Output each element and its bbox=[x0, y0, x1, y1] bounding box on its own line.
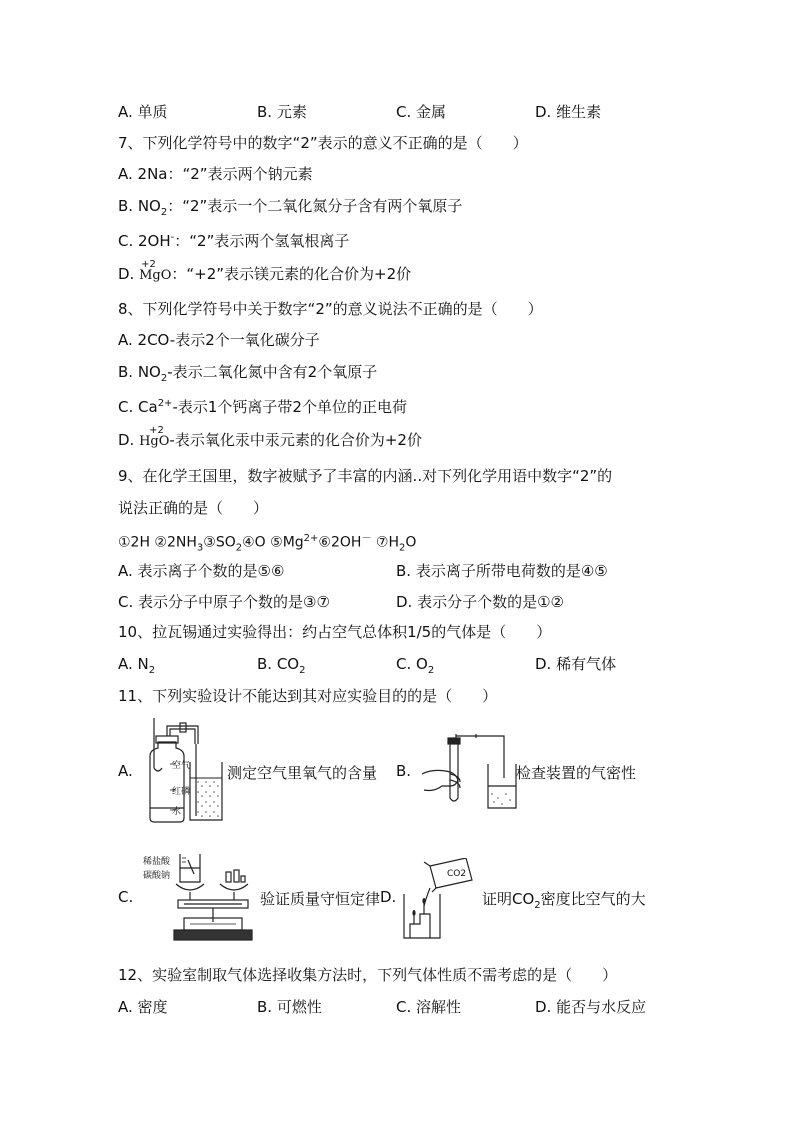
q8-d-formula: HgO bbox=[139, 434, 170, 449]
q6-option-c: C. 金属 bbox=[396, 103, 447, 121]
q8-d-suffix: -表示氧化汞中汞元素的化合价为+2价 bbox=[169, 431, 422, 449]
q7-b-suffix: ：“2”表示一个二氧化氮分子含有两个氧原子 bbox=[167, 197, 463, 215]
q7-option-a: A. 2Na：“2”表示两个钠元素 bbox=[118, 165, 313, 183]
q7-d-charge: +2 bbox=[141, 259, 156, 270]
q9-list-2: ③SO bbox=[203, 534, 236, 551]
q9-list-4: ⑥2OH bbox=[318, 534, 362, 551]
q10-option-d: D. 稀有气体 bbox=[535, 655, 617, 673]
q10-b-prefix: B. CO bbox=[257, 655, 300, 673]
q12-options bbox=[118, 996, 718, 1018]
q9-list-1: ①2H ②2NH bbox=[118, 534, 197, 551]
q10-a-sub: 2 bbox=[148, 665, 156, 676]
q11-b-letter: B. bbox=[396, 762, 412, 780]
q9-options-row2 bbox=[118, 591, 718, 613]
q11-d-text-suffix: 密度比空气的大 bbox=[540, 890, 646, 908]
q12-stem: 12、实验室制取气体选择收集方法时，下列气体性质不需考虑的是（ ） bbox=[118, 966, 618, 984]
q9-option-a: A. 表示离子个数的是⑤⑥ bbox=[118, 562, 285, 580]
q9-option-c: C. 表示分子中原子个数的是③⑦ bbox=[118, 593, 330, 611]
q9-list-5: ⑦H bbox=[371, 534, 399, 551]
q11-a-apparatus-figure bbox=[140, 716, 224, 828]
q11-d-fig-label-co2: CO2 bbox=[447, 869, 467, 879]
q12-option-d: D. 能否与水反应 bbox=[535, 998, 647, 1016]
q8-c-suffix: -表示1个钙离子带2个单位的正电荷 bbox=[172, 398, 407, 416]
q11-stem: 11、下列实验设计不能达到其对应实验目的的是（ ） bbox=[118, 687, 498, 705]
q12-option-a: A. 密度 bbox=[118, 998, 168, 1016]
q8-d-charge: +2 bbox=[149, 425, 164, 436]
q8-b-sub: 2 bbox=[160, 373, 168, 384]
q11-a-fig-label-air: 空气 bbox=[172, 761, 191, 771]
q9-option-b: B. 表示离子所带电荷数的是④⑤ bbox=[396, 562, 608, 580]
q9-list-3: ④O ⑤Mg bbox=[242, 534, 304, 551]
q8-option-c bbox=[118, 393, 407, 418]
q11-c-fig-label-acid: 稀盐酸 bbox=[143, 857, 171, 867]
q7-b-sub: 2 bbox=[160, 207, 168, 218]
q8-option-a: A. 2CO-表示2个一氧化碳分子 bbox=[118, 331, 320, 349]
q7-d-prefix: D. bbox=[118, 265, 140, 283]
q10-option-b bbox=[257, 653, 305, 682]
q12-option-b: B. 可燃性 bbox=[257, 998, 322, 1016]
q8-option-d bbox=[118, 425, 422, 453]
q7-c-sup: - bbox=[170, 232, 175, 243]
q10-options bbox=[118, 653, 718, 675]
q9-list-6: O bbox=[405, 534, 417, 551]
q10-c-sub: 2 bbox=[427, 665, 435, 676]
q11-d-letter: D. bbox=[380, 888, 397, 906]
q11-a-fig-label-phosphorus: 红磷 bbox=[172, 787, 191, 797]
q6-options bbox=[118, 101, 718, 123]
q8-d-prefix: D. bbox=[118, 431, 140, 449]
q7-option-d bbox=[118, 259, 412, 287]
q10-stem: 10、拉瓦锡通过实验得出：约占空气总体积1/5的气体是（ ） bbox=[118, 623, 552, 641]
q9-options-row1 bbox=[118, 560, 718, 582]
q7-d-formula: MgO bbox=[139, 268, 172, 283]
q9-list-3-sup: 2+ bbox=[303, 533, 319, 544]
q11-d-text bbox=[482, 888, 646, 911]
q11-a-text: 测定空气里氧气的含量 bbox=[227, 764, 378, 782]
q11-c-balance-figure bbox=[170, 852, 256, 944]
q8-stem: 8、下列化学符号中关于数字“2”的意义说法不正确的是（ ） bbox=[118, 300, 543, 318]
q10-b-sub: 2 bbox=[299, 665, 306, 676]
q7-d-suffix: ：“+2”表示镁元素的化合价为+2价 bbox=[171, 265, 412, 283]
q8-d-formula-wrap bbox=[139, 425, 170, 453]
q9-stem-line1: 9、在化学王国里，数字被赋予了丰富的内涵..对下列化学用语中数字“2”的 bbox=[118, 467, 613, 485]
q11-c-fig-label-sodium-carbonate: 碳酸钠 bbox=[143, 871, 171, 881]
q7-c-suffix: ：“2”表示两个氢氧根离子 bbox=[174, 232, 350, 250]
q7-c-prefix: C. 2OH bbox=[118, 232, 171, 250]
q8-b-suffix: -表示二氧化氮中含有2个氧原子 bbox=[167, 363, 378, 381]
q10-c-prefix: C. O bbox=[396, 655, 428, 673]
q7-option-c bbox=[118, 227, 349, 252]
q6-option-a: A. 单质 bbox=[118, 103, 168, 121]
q9-list-2-sub: 2 bbox=[235, 542, 243, 554]
q10-a-prefix: A. N bbox=[118, 655, 149, 673]
q11-b-text: 检查装置的气密性 bbox=[516, 764, 637, 782]
q9-list-4-sup: － bbox=[361, 533, 372, 544]
q8-c-sup: 2+ bbox=[157, 398, 173, 409]
q7-d-formula-wrap bbox=[139, 259, 172, 287]
q11-c-text: 验证质量守恒定律 bbox=[260, 890, 381, 908]
q11-d-text-sub: 2 bbox=[534, 900, 541, 911]
q7-b-prefix: B. NO bbox=[118, 197, 161, 215]
q8-b-prefix: B. NO bbox=[118, 363, 161, 381]
q11-c-letter: C. bbox=[118, 888, 134, 906]
q8-option-b bbox=[118, 361, 377, 390]
q10-option-a bbox=[118, 653, 155, 682]
q8-c-prefix: C. Ca bbox=[118, 398, 158, 416]
q9-stem-line2: 说法正确的是（ ） bbox=[118, 499, 269, 517]
q11-d-apparatus-figure bbox=[400, 858, 480, 942]
q9-symbol-list bbox=[118, 528, 416, 559]
q10-option-c bbox=[396, 653, 434, 682]
q11-a-letter: A. bbox=[118, 762, 133, 780]
q9-list-1-sub: 3 bbox=[196, 542, 204, 554]
q7-stem: 7、下列化学符号中的数字“2”表示的意义不正确的是（ ） bbox=[118, 134, 528, 152]
q11-d-text-prefix: 证明CO bbox=[482, 890, 535, 908]
q12-option-c: C. 溶解性 bbox=[396, 998, 462, 1016]
q11-b-apparatus-figure bbox=[420, 734, 518, 812]
q6-option-b: B. 元素 bbox=[257, 103, 307, 121]
q9-list-5-sub: 2 bbox=[398, 542, 406, 554]
q9-option-d: D. 表示分子个数的是①② bbox=[396, 593, 564, 611]
q7-option-b bbox=[118, 195, 462, 224]
q11-a-fig-label-water: 水 bbox=[172, 807, 182, 817]
q6-option-d: D. 维生素 bbox=[535, 103, 602, 121]
